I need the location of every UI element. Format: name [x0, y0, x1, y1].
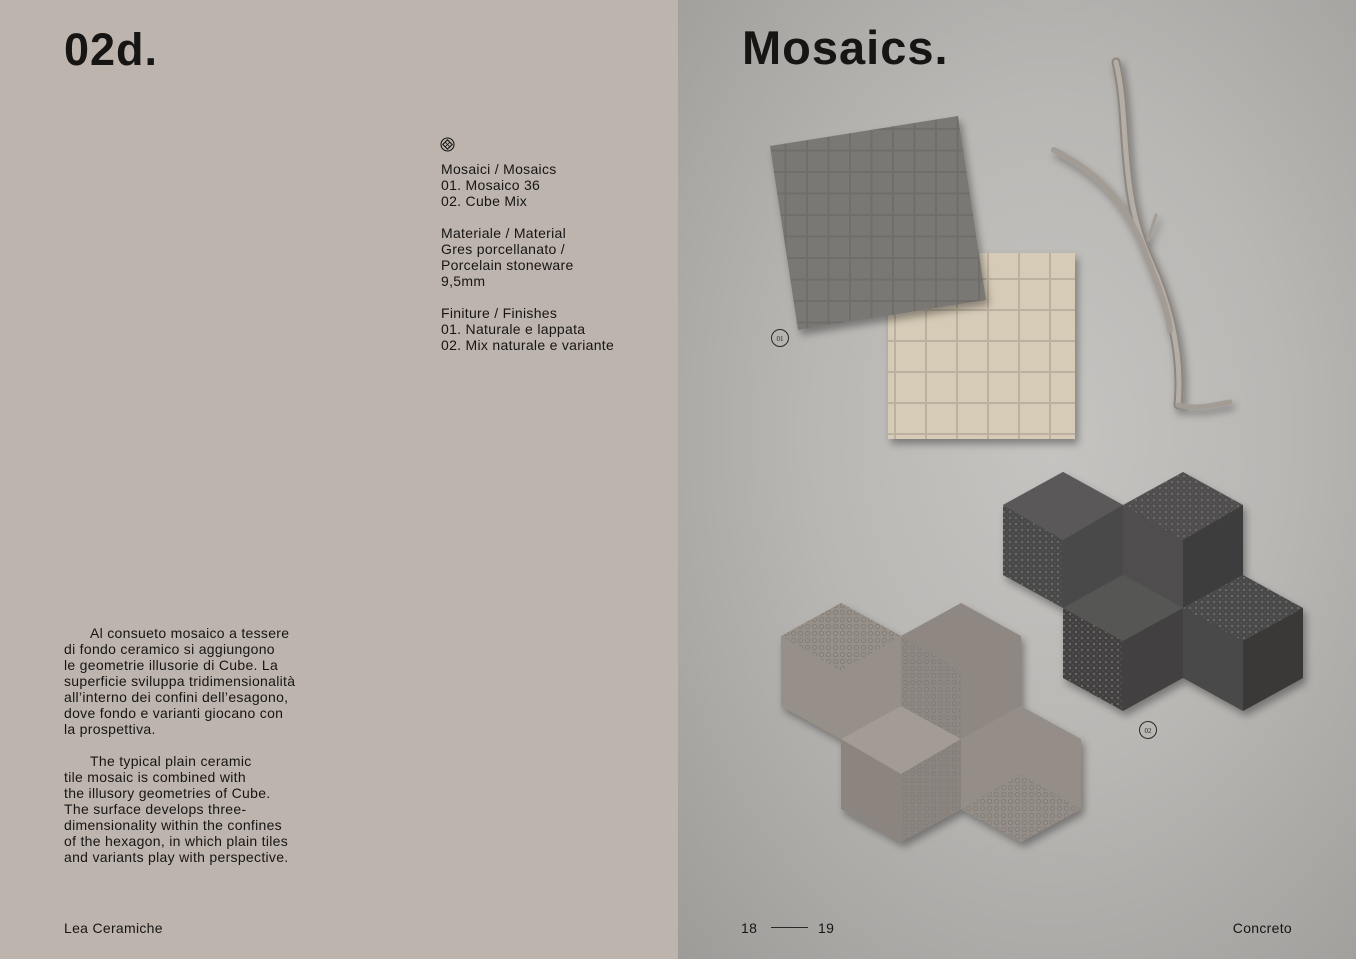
- badge-01-circle: [770, 328, 790, 348]
- description-line: all’interno dei confini dell’esagono,: [64, 689, 289, 705]
- description-line: The typical plain ceramic: [90, 753, 252, 769]
- spec-material-line: Gres porcellanato /: [441, 241, 565, 257]
- description-italian: [64, 625, 344, 737]
- description-line: dimensionality within the confines: [64, 817, 282, 833]
- spec-finishes-item: 01. Naturale e lappata: [441, 321, 586, 337]
- footer-brand: Lea Ceramiche: [64, 920, 163, 936]
- spec-mosaics-heading: Mosaici / Mosaics: [441, 161, 557, 177]
- description-line: tile mosaic is combined with: [64, 769, 246, 785]
- grey-square-mosaic: [770, 116, 986, 330]
- right-page: [678, 0, 1356, 959]
- light-hexagon-mosaic: [781, 603, 1081, 842]
- spec-material: [441, 225, 671, 289]
- description-line: of the hexagon, in which plain tiles: [64, 833, 289, 849]
- product-photo: [678, 0, 1356, 959]
- badge-01-label: 01: [776, 334, 784, 343]
- description-line: di fondo ceramico si aggiungono: [64, 641, 275, 657]
- spec-finishes-item: 02. Mix naturale e variante: [441, 337, 615, 353]
- spec-material-line: Porcelain stoneware: [441, 257, 574, 273]
- spec-material-line: 9,5mm: [441, 273, 486, 289]
- description-line: le geometrie illusorie di Cube. La: [64, 657, 279, 673]
- spec-mosaics-item: 01. Mosaico 36: [441, 177, 541, 193]
- driftwood-branch: [1054, 62, 1230, 407]
- footer-collection: Concreto: [1232, 920, 1292, 936]
- description-line: The surface develops three-: [64, 801, 247, 817]
- description-line: and variants play with perspective.: [64, 849, 289, 865]
- spec-finishes: [441, 305, 671, 353]
- description-line: Al consueto mosaico a tessere: [90, 625, 290, 641]
- spec-mosaics-item: 02. Cube Mix: [441, 193, 528, 209]
- diamond-tile-icon: [440, 137, 455, 152]
- page-number-left: 18: [741, 920, 758, 936]
- description-line: the illusory geometries of Cube.: [64, 785, 271, 801]
- page-number-divider: [771, 927, 808, 928]
- description-line: superficie sviluppa tridimensionalità: [64, 673, 296, 689]
- section-number: 02d.: [64, 24, 159, 75]
- description-line: la prospettiva.: [64, 721, 156, 737]
- page-title: Mosaics.: [742, 21, 949, 74]
- page-number-right: 19: [818, 920, 835, 936]
- spec-finishes-heading: Finiture / Finishes: [441, 305, 558, 321]
- spec-material-heading: Materiale / Material: [441, 225, 567, 241]
- description-english: [64, 753, 344, 865]
- badge-02-label: 02: [1144, 726, 1152, 735]
- dark-hexagon-mosaic: [1003, 472, 1303, 711]
- badge-02-circle: [1138, 720, 1158, 740]
- description-line: dove fondo e varianti giocano con: [64, 705, 284, 721]
- spec-mosaics: [441, 161, 671, 209]
